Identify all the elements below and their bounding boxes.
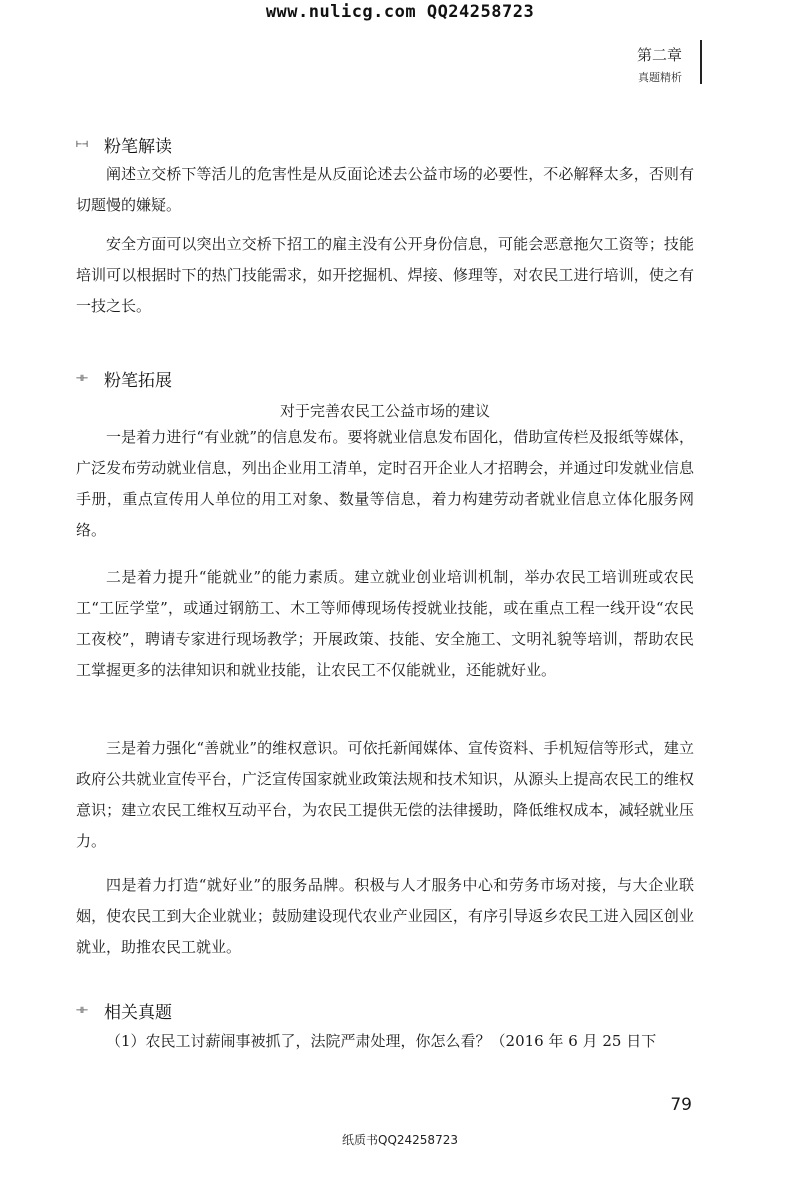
- section-title: 相关真题: [104, 1003, 172, 1023]
- chapter-subtitle: 真题精析: [638, 71, 682, 84]
- subsection-heading: 对于完善农民工公益市场的建议: [279, 402, 490, 420]
- section-title: 粉笔拓展: [104, 371, 172, 391]
- paragraph: 三是着力强化“善就业”的维权意识。可依托新闻媒体、宣传资料、手机短信等形式，建立政府公共就业宣传平台，广泛宣传国家就业政策法规和技术知识，从源头上提高农民工的维权意识；建立农民工维权互动平台，为农民工提供无偿的法律援助，降低维权成本，减轻就业压力。: [76, 739, 694, 850]
- section-heading-interpretation: [76, 132, 172, 157]
- paragraph: 四是着力打造“就好业”的服务品牌。积极与人才服务中心和劳务市场对接，与大企业联姻，使农民工到大企业就业；鼓励建设现代农业产业园区，有序引导返乡农民工进入园区创业就业，助推农民工就业。: [76, 876, 694, 956]
- paragraph: （1）农民工讨薪闹事被抓了，法院严肃处理，你怎么看？（2016 年 6 月 25 日下: [106, 1032, 657, 1050]
- section-heading-related: [76, 998, 172, 1023]
- paragraph: 阐述立交桥下等活儿的危害性是从反面论述去公益市场的必要性，不必解释太多，否则有切题慢的嫌疑。: [76, 165, 694, 214]
- section-marker-icon: ⊣⊢: [76, 373, 89, 384]
- paragraph: 安全方面可以突出立交桥下招工的雇主没有公开身份信息，可能会恶意拖欠工资等；技能培训可以根据时下的热门技能需求，如开挖掘机、焊接、修理等，对农民工进行培训，使之有一技之长。: [76, 235, 694, 315]
- top-watermark: www.nulicg.com QQ24258723: [265, 2, 535, 22]
- section-title: 粉笔解读: [104, 137, 172, 157]
- section-marker-icon: ⊢⊣: [76, 139, 89, 150]
- chapter-divider: [700, 40, 702, 84]
- chapter-header: [637, 44, 682, 85]
- section-marker-icon: ⊣⊢: [76, 1005, 89, 1016]
- paragraph: 一是着力进行“有业就”的信息发布。要将就业信息发布固化，借助宣传栏及报纸等媒体，广泛发布劳动就业信息，列出企业用工清单，定时召开企业人才招聘会，并通过印发就业信息手册，重点宣传用人单位的用工对象、数量等信息，着力构建劳动者就业信息立体化服务网络。: [76, 428, 694, 539]
- chapter-title: 第二章: [636, 46, 682, 64]
- page-number: 79: [670, 1095, 692, 1115]
- section-heading-expansion: [76, 366, 172, 391]
- paragraph: 二是着力提升“能就业”的能力素质。建立就业创业培训机制，举办农民工培训班或农民工“工匠学堂”，或通过钢筋工、木工等师傅现场传授就业技能，或在重点工程一线开设“农民工夜校”，聘请专家进行现场教学；开展政策、技能、安全施工、文明礼貌等培训，帮助农民工掌握更多的法律知识和就业技能，让农民工不仅能就业，还能就好业。: [76, 568, 694, 679]
- bottom-watermark: 纸质书QQ24258723: [342, 1133, 458, 1147]
